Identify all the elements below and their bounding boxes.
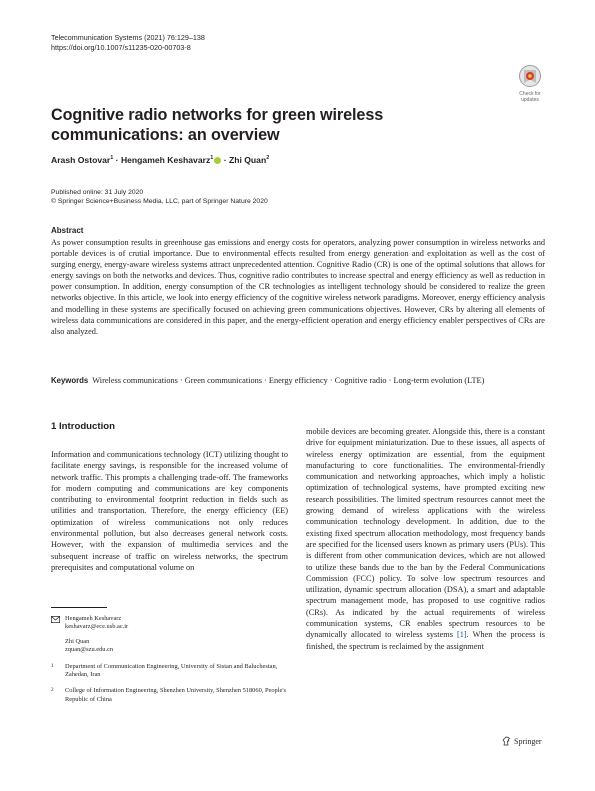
author-list — [51, 155, 451, 165]
footnote-rule — [51, 607, 107, 608]
intro-left-column: Information and communications technology (ICT) utilizing thought to facilitate energy savings, is responsible for the increased volume of network traffic. This prompts a challenging trade-off. The frameworks for modern computing and communications are key components contributing to environmental footprint reduction in fields such as utilities and transportation. Therefore, the energy efficiency (EE) optimization of wireless communications not only reduces environmental pollution, but also decreases general network costs. However, with the expansion of multimedia services and the subsequent increase of traffic on wireless networks, the spectrum prerequisites and computational volume on — [51, 450, 288, 572]
check-for-updates-badge[interactable] — [513, 64, 547, 103]
article-title: Cognitive radio networks for green wireless communications: an overview — [51, 106, 384, 144]
copyright-line: © Springer Science+Business Media, LLC, part of Springer Nature 2020 — [51, 198, 268, 205]
citation-link[interactable]: [1] — [456, 630, 467, 640]
author-name[interactable]: Arash Ostovar — [51, 155, 111, 165]
affiliation-item — [51, 687, 288, 704]
publication-info — [51, 188, 451, 206]
author-affiliation: 2 — [266, 155, 270, 162]
intro-right-text: mobile devices are becoming greater. Alongside this, there is a constant drive for equipment miniaturization. Due to these issues, all aspects of wireless energy optimization are essential, from the equipment manufacturing to core functionalities. The environmental-friendly communication and networking approaches, which imply a holistic optimization of technological systems, have prompted exciting new research possibilities. The limited spectrum resources cannot meet the growing demand of wireless applications with the wireless communication technology development. In addition, due to the existing fixed spectrum allocation methodology, most frequency bands are specified for the licensed users known as primary users (PUs). This is different from other communication devices, which are not allowed to utilize these bands due to the ban by the Federal Communications Commission (FCC) policy. To solve low spectrum resources and utilization, dynamic spectrum allocation (DSA), a smart and adaptable spectrum management mode, has proposed to use cognitive radios (CRs). As indicated by the actual requirements of wireless communication systems, CR enables spectrum resources to be dynamically allocated to wireless systems — [306, 427, 545, 640]
badge-line1: Check for — [519, 91, 541, 97]
keywords-section — [51, 375, 545, 386]
author-separator: · — [221, 155, 229, 165]
section-heading: 1 Introduction — [51, 421, 115, 432]
author-affiliation: 1 — [210, 155, 214, 162]
footnotes — [51, 615, 288, 704]
publisher-name: Springer — [514, 736, 542, 746]
contact-email[interactable]: keshavarz@ece.usb.ac.ir — [65, 623, 129, 631]
envelope-icon — [51, 616, 60, 623]
affiliation-text: College of Information Engineering, Shenzhen University, Shenzhen 518060, People's Republic of China — [65, 687, 286, 703]
journal-citation: Telecommunication Systems (2021) 76:129–138 — [51, 33, 205, 42]
keywords-label: Keywords — [51, 376, 89, 385]
author-name[interactable]: Zhi Quan — [228, 155, 267, 165]
springer-horse-icon — [502, 736, 511, 746]
abstract-section — [51, 226, 545, 337]
contact-email[interactable]: zquan@szu.edu.cn — [65, 646, 114, 654]
intro-right-text-end: . When the process is finished, the spectrum is reclaimed by the assignment — [306, 630, 545, 651]
published-date: Published online: 31 July 2020 — [51, 189, 144, 196]
author-separator: · — [113, 155, 121, 165]
author-name[interactable]: Hengameh Keshavarz — [120, 155, 211, 165]
badge-line2: updates — [521, 96, 539, 103]
affiliation-text: Department of Communication Engineering, University of Sistan and Baluchestan, Zahedan, Iran — [65, 662, 278, 679]
affiliation-item — [51, 663, 288, 680]
intro-right-column — [306, 426, 545, 652]
contact-name: Zhi Quan — [65, 637, 90, 645]
author-affiliation: 1 — [110, 155, 114, 162]
abstract-heading: Abstract — [51, 226, 84, 235]
affiliation-number: 1 — [51, 662, 54, 669]
corresponding-author — [51, 615, 288, 655]
affiliation-number: 2 — [51, 687, 54, 694]
keywords-text: Wireless communications · Green communications · Energy efficiency · Cognitive radio · Long-term evolution (LTE) — [92, 376, 485, 385]
contact-name: Hengameh Keshavarz — [65, 615, 122, 622]
abstract-text: As power consumption results in greenhouse gas emissions and energy costs for operators, analyzing power consumption in wireless networks and portable devices is of crutial importance. Due to environmental effects resulted from energy generation and exploitation as well as the cost of surging energy, energy-aware wireless systems attract unprecedented attention. Cognitive Radio (CR) is one of the optimal solutions that allows for energy savings on both the networks and devices. Thus, cognitive radio contributes to increase spectral and energy efficiency as well as reduction in power consumption. In addition, energy consumption of the CR technologies as intelligent technology should be considered to realize the green networks objective. In this article, we look into energy efficiency of the cognitive wireless network paradigms. Moreover, energy efficiency analysis and modelling in these systems are specifically focused on achieving green communications objectives. However, CRs by altering all elements of wireless data communications are considered in this paper, and the energy-efficient operation and energy efficiency enabler perspectives of CRs are also analyzed. — [51, 238, 545, 336]
running-header — [51, 33, 351, 52]
publisher-logo — [502, 736, 542, 746]
doi-link[interactable]: https://doi.org/10.1007/s11235-020-00703-8 — [51, 42, 191, 52]
